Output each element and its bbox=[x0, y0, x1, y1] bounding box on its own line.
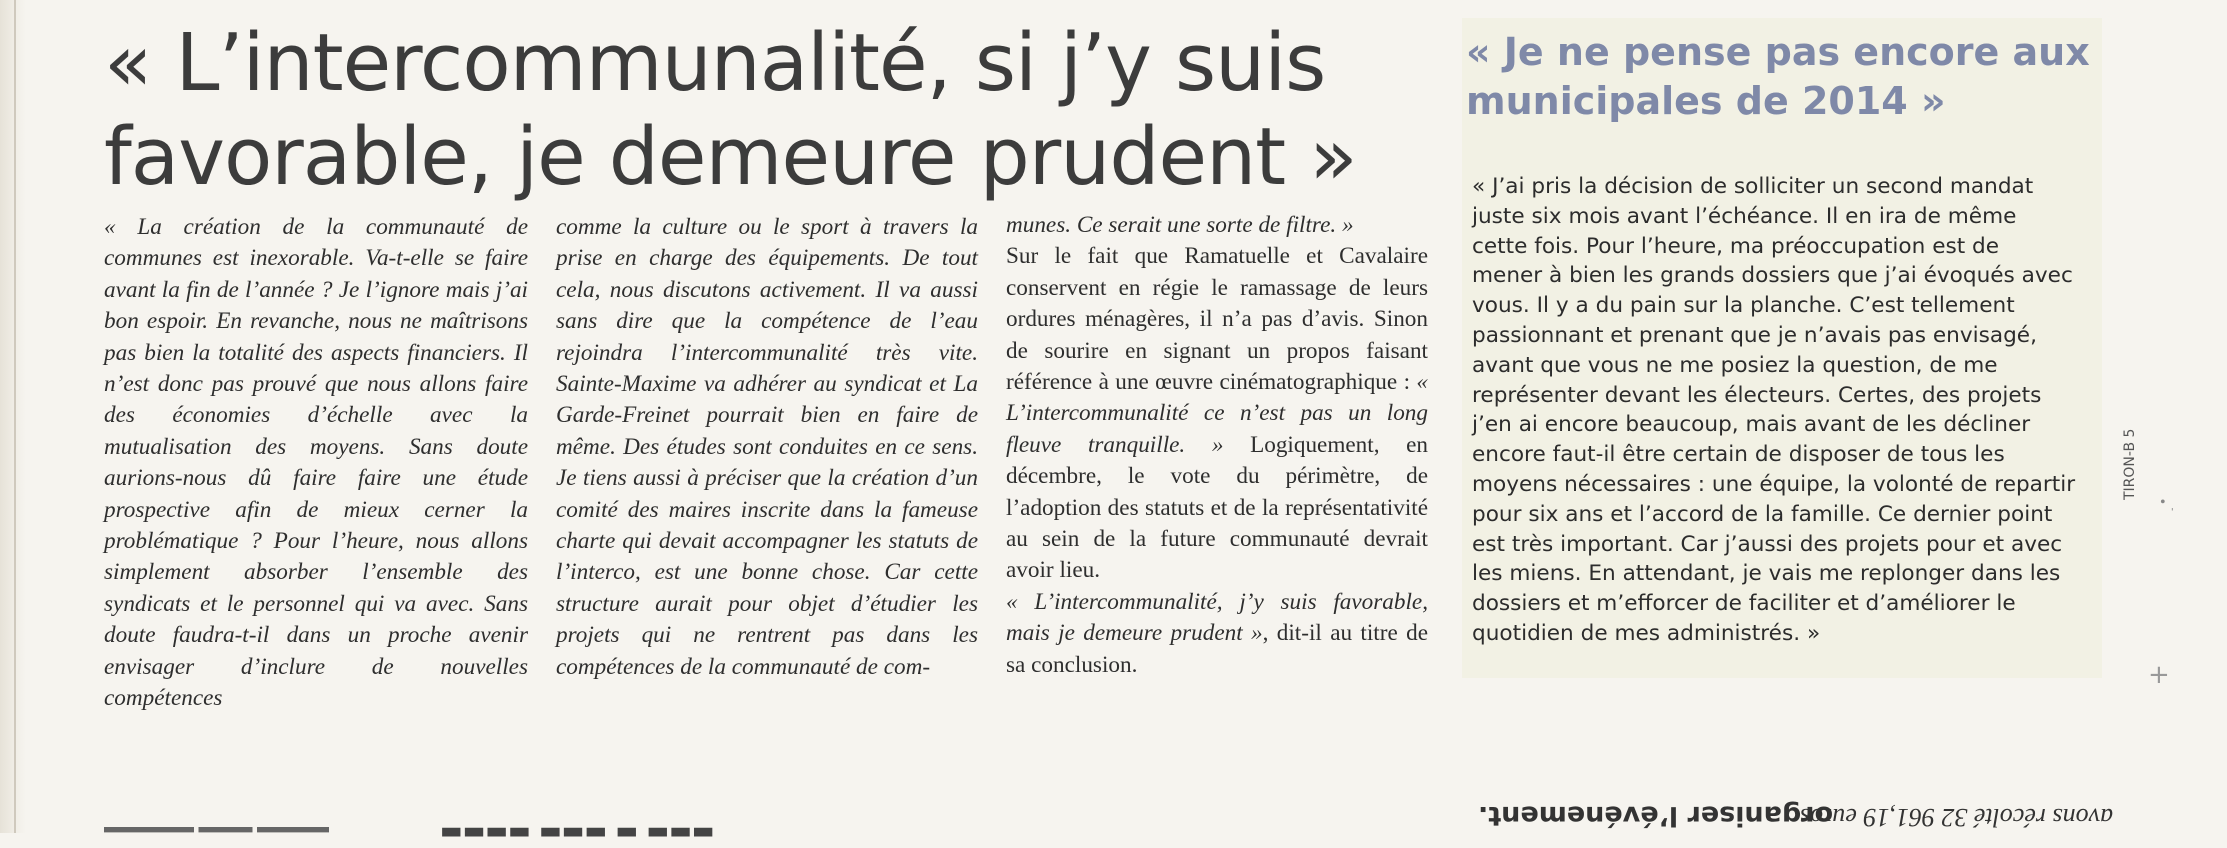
article-column-2 bbox=[556, 212, 978, 683]
column-3-text-a: Sur le fait que Ramatuelle et Cavalaire conservent en régie le ramassage de leurs ordures ménagères, il n’a pas d’avis. Sinon de sourire en signant un propos faisant référence à une œuvre cinématographique : bbox=[1006, 243, 1428, 396]
column-3-film-quote: « L’intercommunalité ce n’est pas un long fleuve tranquille. » bbox=[1006, 369, 1429, 458]
bleed-through-smudge-1: ▬▬▬ ▬ ▬▬▬ ▬▬▬▬ bbox=[440, 820, 715, 848]
column-3-paragraph bbox=[1006, 241, 1428, 586]
conclusion-quote: « L’intercommunalité, j’y suis favorable, mais je demeure prudent » bbox=[1006, 588, 1428, 647]
column-1-text: « La création de la communauté de communes est inexorable. Va-t-elle se faire avant la fin de l’année ? Je l’ignore mais j’ai bon espoir. En revanche, nous ne maîtrisons pas bien la totalité des aspects financiers. Il n’est donc pas prouvé que nous allons faire des économies d’échelle avec la mutualisation des moyens. Sans doute aurions-nous dû faire faire une étude prospective afin de mieux cerner la problématique ? Pour l’heure, nous allons simplement absorber l’ensemble des syndicats et le personnel qui va avec. Sans doute faudra-t-il dans un proche avenir envisager d’inclure de nouvelles compétences bbox=[104, 214, 528, 712]
column-2-text: comme la culture ou le sport à travers la prise en charge des équipements. De tout cela, nous discutons activement. Il va aussi sans dire que la compétence de l’eau rejoindra l’intercommunalité très vite. Sainte-Maxime va adhérer au syndicat et La Garde-Freinet pourrait bien en faire de même. Des études sont conduites en ce sens. Je tiens aussi à préciser que la création d’un comité des maires inscrite dans la fameuse charte qui devait accompagner les statuts de l’interco, est une bonne chose. Car cette structure aurait pour objet d’étudier les projets qui ne rentrent pas dans les compétences de la communauté de com- bbox=[556, 214, 978, 680]
registration-mark-icon: + bbox=[2148, 660, 2170, 690]
conclusion-attribution: , dit-il au titre de sa conclusion. bbox=[1006, 620, 1428, 678]
ink-dots: • ˌ bbox=[2160, 494, 2175, 511]
sidebar-text: « J’ai pris la décision de solliciter un second mandat juste six mois avant l’échéance. Il en ira de même cette fois. Pour l’heure, ma préoccupation est de mener à bien les grands dossiers que j’ai évoqués avec vous. Il y a du pain sur la planche. C’est tellement passionnant et prenant que je n’avais pas envisagé, avant que vous ne me posiez la question, de me représenter devant les électeurs. Certes, des projets j’en ai encore beaucoup, mais avant de les décliner encore faut-il être certain de disposer de tous les moyens nécessaires : une équipe, la volonté de repartir pour six ans et l’accord de la famille. Ce dernier point est très important. Car j’aussi des projets pour et avec les miens. En attendant, je vais me replonger dans les dossiers et m’efforcer de faciliter et d’améliorer le quotidien de mes administrés. » bbox=[1472, 174, 2076, 646]
column-3-text-c: Logiquement, en décembre, le vote du périmètre, de l’adoption des statuts et de la représentativité au sein de la future communauté devrait avoir lieu. bbox=[1006, 431, 1428, 584]
column-3-quote-end: munes. Ce serait une sorte de filtre. » bbox=[1006, 212, 1354, 238]
bleed-through-smudge-2: ▬▬▬▬ ▬▬▬ ▬▬▬▬▬ bbox=[104, 823, 329, 843]
article-headline: « L’intercommunalité, si j’y suis favorable, je demeure prudent » bbox=[104, 17, 1357, 203]
sidebar-title: « Je ne pense pas encore aux municipales de 2014 » bbox=[1466, 30, 2090, 123]
column-3-conclusion bbox=[1006, 587, 1428, 681]
bleed-through-text-2: avons récolté 32 961,19 euros bbox=[1800, 803, 2114, 832]
scan-edge bbox=[0, 0, 26, 833]
bleed-through-text-1: organiser l’événement. bbox=[1478, 800, 1834, 831]
margin-print-mark: TIRON-B 5 bbox=[2122, 428, 2138, 500]
article-column-3 bbox=[1006, 210, 1428, 681]
article-column-1 bbox=[104, 212, 528, 715]
